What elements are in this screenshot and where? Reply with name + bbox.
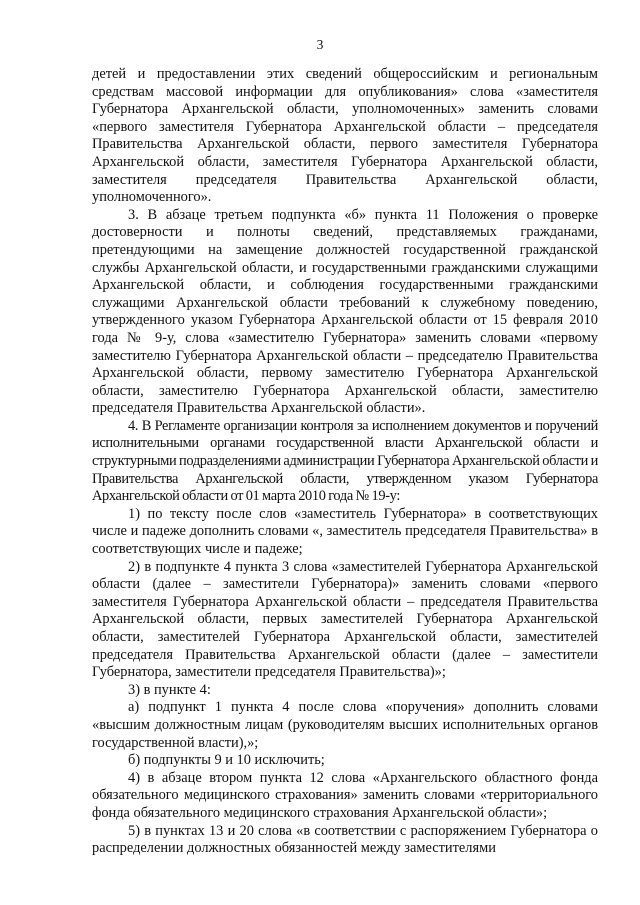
page-number: 3: [316, 37, 324, 52]
subitem-3a: а) подпункт 1 пункта 4 после слова «поручения» дополнить словами «высшим должностным лицам (руководителям высших исполнительных органов государственной власти),»;: [92, 699, 598, 751]
subitem-3b: б) подпункты 9 и 10 исключить;: [128, 752, 325, 769]
subitem-1: 1) по тексту после слов «заместитель Губернатора» в соответствующих числе и падеже дополнить словами «, заместитель председателя Правительства» в соответствующих числе и падеже;: [92, 505, 598, 558]
subitem-3: 3) в пункте 4:: [128, 681, 211, 698]
subitem-5: 5) в пунктах 13 и 20 слова «в соответствии с распоряжением Губернатора о распределении должностных обязанностей между заместителями: [92, 822, 598, 857]
subitem-2: 2) в подпункте 4 пункта 3 слова «заместителей Губернатора Архангельской области (далее – заместители Губернатора)» заменить словами «первого заместителя Губернатора Архангельской области – председателя Правительства Архангельской области, первых заместителей Губернатора Архангельской области, заместителей Губернатора Архангельской области, заместителей председателя Правительства Архангельской области (далее – заместители Губернатора, заместители председателя Правительства)»;: [92, 558, 598, 681]
paragraph-continuation: детей и предоставлении этих сведений общероссийским и региональным средствам массовой информации для опубликования» слова «заместителя Губернатора Архангельской области, уполномоченных» заменить словами «первого заместителя Губернатора Архангельской области – председателя Правительства Архангельской области, первого заместителя Губернатора Архангельской области, заместителя Губернатора Архангельской области, заместителя председателя Правительства Архангельской области, уполномоченного».: [92, 66, 598, 206]
document-body: [92, 66, 598, 858]
paragraph-item-3: 3. В абзаце третьем подпункта «б» пункта 11 Положения о проверке достоверности и полноты сведений, представляемых гражданами, претендующими на замещение должностей государственной гражданской службы Архангельской области, и государственными гражданскими служащими Архангельской области, и соблюдения государственными гражданскими служащими Архангельской области требований к служебному поведению, утвержденного указом Губернатора Архангельской области от 15 февраля 2010 года № 9-у, слова «заместителю Губернатора» заменить словами «первому заместителю Губернатора Архангельской области – председателю Правительства Архангельской области, первому заместителю Губернатора Архангельской области, заместителю Губернатора Архангельской области, заместителю председателя Правительства Архангельской области».: [92, 206, 598, 417]
subitem-4: 4) в абзаце втором пункта 12 слова «Архангельского областного фонда обязательного медицинского страхования» заменить словами «территориального фонда обязательного медицинского страхования Архангельской области»;: [92, 769, 598, 821]
paragraph-item-4: 4. В Регламенте организации контроля за исполнением документов и поручений исполнительными органами государственной власти Архангельской области и структурными подразделениями администрации Губернатора Архангельской области и Правительства Архангельской области, утвержденном указом Губернатора Архангельской области от 01 марта 2010 года № 19-у:: [92, 417, 598, 505]
